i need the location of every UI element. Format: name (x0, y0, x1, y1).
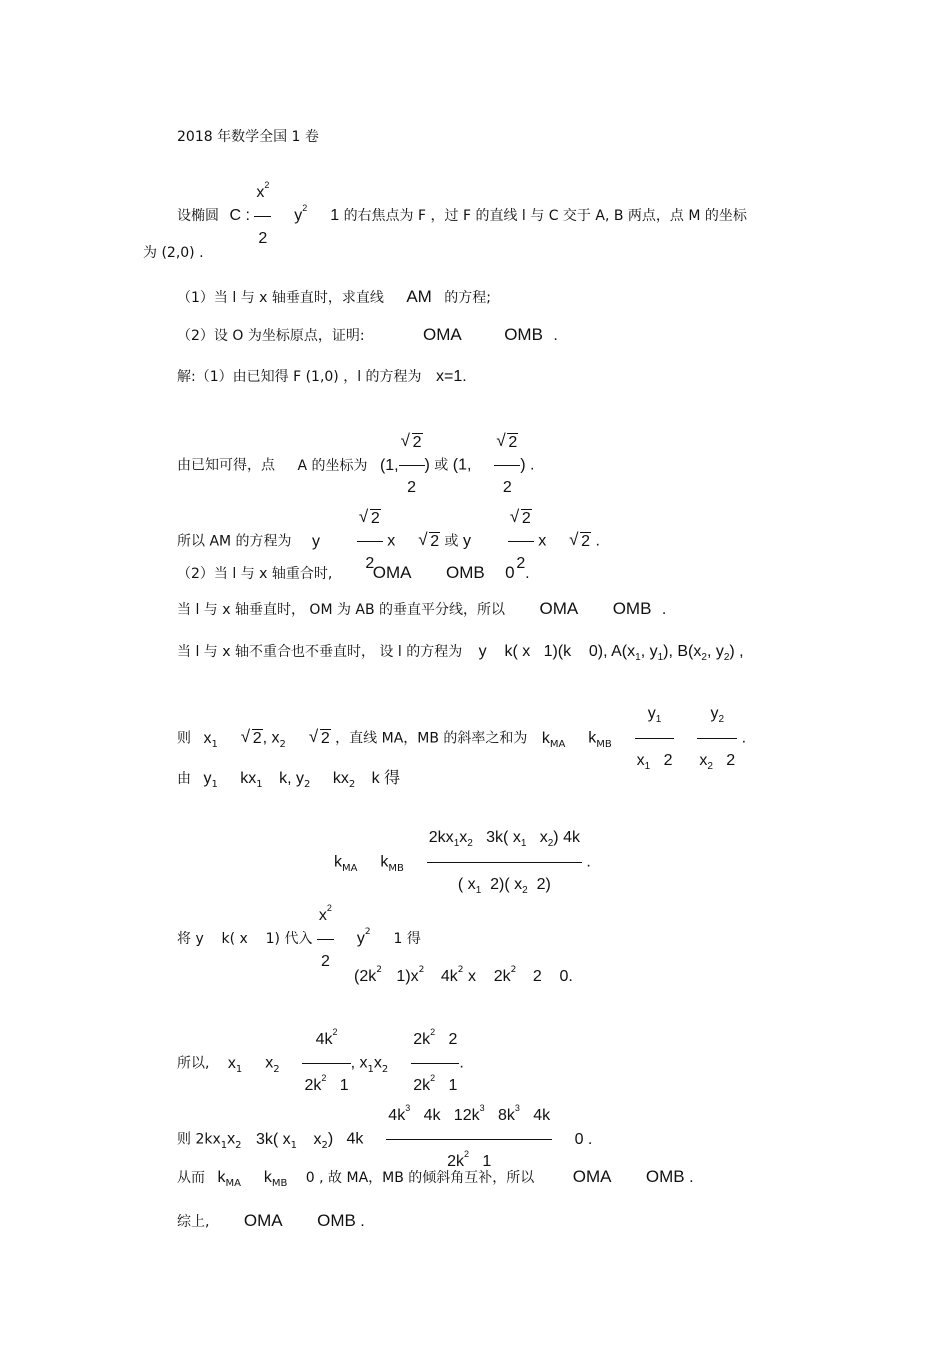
problem-line-2: 为 (2,0) . (143, 245, 204, 261)
angle-oma: OMA (423, 325, 462, 344)
problem-intro: 设椭圆 (177, 208, 219, 224)
solution-line-7: 则 $x_1$ √ 2, $x_2$ √ 2 ，直线 MA，MB 的斜率之和为 $k_{MA}$ $k_{MB}$ $\frac{y_1}{x_1 2}$ $\frac{y_2}{x_2 2}$ . (177, 694, 746, 783)
solution-line-11: ($2k^2$ $1)x^2$ $4k^2$ x $2k^2$ 2 0. (354, 965, 573, 985)
ellipse-rhs: 1 (330, 207, 340, 224)
question-2: （2）设 O 为坐标原点，证明: OMA OMB . (177, 325, 558, 344)
ellipse-x-fraction: $\frac{x^2}{2}$ (254, 173, 271, 259)
solution-line-5: 当 l 与 x 轴垂直时， OM 为 AB 的垂直平分线，所以 OMA OMB . (177, 599, 667, 618)
question-1: （1）当 l 与 x 轴垂直时，求直线 AM 的方程; (177, 287, 492, 306)
sqrt2-over-2-neg: √ $\frac{2}{2}$ (494, 423, 520, 508)
solution-line-2: 由已知可得，点 A 的坐标为 (1, √ $\frac{2}{2}$ ) 或 (1, √ $\frac{2}{2}$ ) . (177, 423, 534, 508)
solution-line-8: 由 $y_1$ $kx_1$ k, $y_2$ $kx_2$ k 得 (177, 770, 401, 790)
problem-line-1 (177, 173, 747, 259)
solution-line-4: （2）当 l 与 x 轴重合时, OMA OMB 0 . (177, 563, 530, 582)
solution-line-12: 所以, $x_1$ $x_2$ $\frac{4k^2}{2k^2 1}$ , $x_1x_2$ $\frac{2k^2 2}{2k^2 1}$ . (177, 1020, 464, 1107)
solution-line-13: 则 $2kx_1x_2$ 3k( $x_1$ $x_2$) 4k $\frac{4k^3 4k 12k^3 8k^3 4k}{2k^2 1}$ 0 . (177, 1096, 592, 1183)
ellipse-y-term: $y^2$ (294, 203, 308, 224)
page-title: 2018 年数学全国 1 卷 (177, 129, 319, 145)
ellipse-name: C : (229, 207, 250, 224)
line-am: AM (406, 287, 432, 306)
solution-line-15: 综上, OMA OMB . (177, 1211, 365, 1230)
solution-line-6: 当 l 与 x 轴不重合也不垂直时， 设 l 的方程为 y k( x 1)(k 0), $A(x_1$, $y_1$), $B(x_2$, $y_2$) , (177, 643, 744, 663)
sqrt2-over-2: √ $\frac{2}{2}$ (399, 423, 425, 508)
angle-omb: OMB (504, 325, 543, 344)
solution-line-14: 从而 $k_{MA}$ $k_{MB}$ 0 , 故 MA，MB 的倾斜角互补，所以 OMA OMB . (177, 1167, 694, 1189)
problem-tail: 的右焦点为 F ，过 F 的直线 l 与 C 交于 A, B 两点，点 M 的坐标 (343, 208, 747, 224)
solution-line-1: 解:（1）由已知得 F (1,0) ，l 的方程为 x=1. (177, 368, 467, 385)
solution-line-10: 将 y k( x 1) 代入 $\frac{x^2}{2}$ $y^2$ 1 得 (177, 896, 421, 982)
solution-line-3: 所以 AM 的方程为 y √ $\frac{2}{2}$ x √ 2 或 y √ $\frac{2}{2}$ x √ 2 . (177, 499, 600, 584)
solution-line-9: $k_{MA}$ $k_{MB}$ $\frac{2kx_1x_2 3k( x_1 x_2) 4k}{( x_1 2)( x_2 2)}$ . (334, 818, 591, 907)
